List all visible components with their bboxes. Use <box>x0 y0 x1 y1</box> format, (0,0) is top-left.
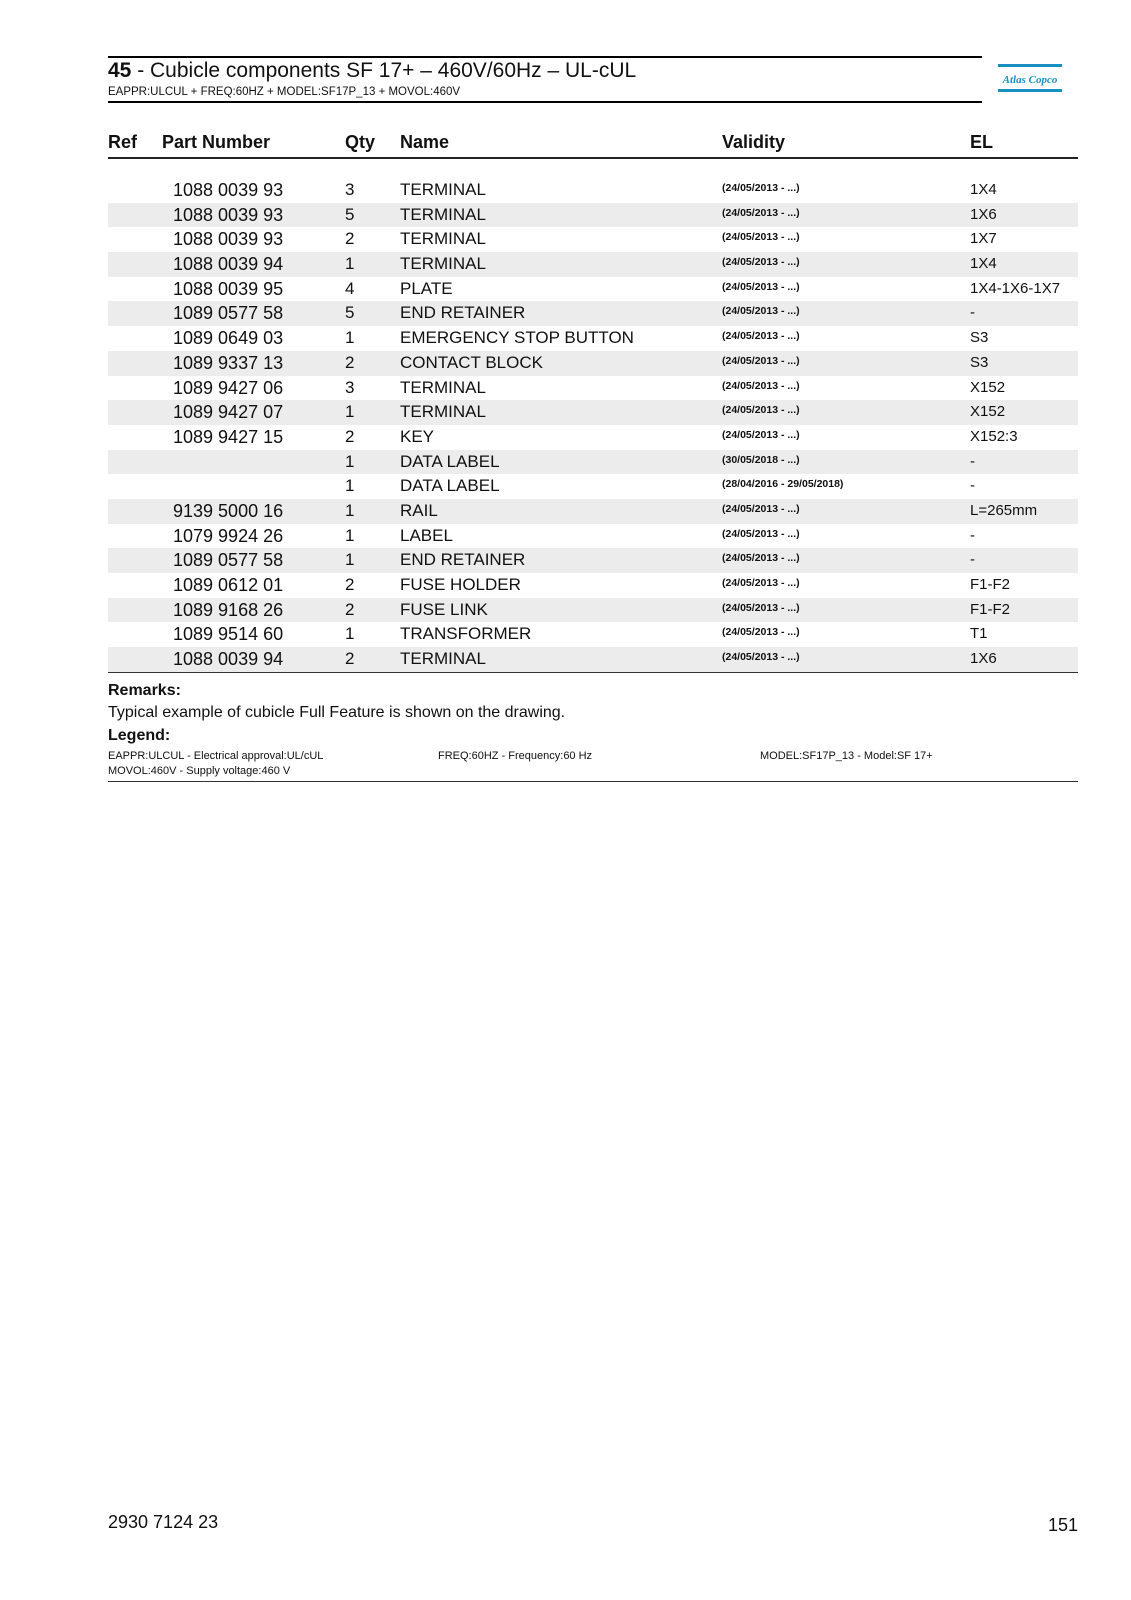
table-row <box>108 622 1078 647</box>
qty: 5 <box>345 204 355 224</box>
el-code: 1X6 <box>970 650 997 668</box>
legend-item: EAPPR:ULCUL - Electrical approval:UL/cUL <box>108 750 324 762</box>
table-row <box>108 326 1078 351</box>
col-header-part-number: Part Number <box>162 132 271 152</box>
qty: 2 <box>345 575 355 594</box>
part-number: 1088 0039 94 <box>173 649 284 670</box>
validity: (28/04/2016 - 29/05/2018) <box>722 478 844 491</box>
table-row <box>108 499 1078 524</box>
logo-text: Atlas Copco <box>1002 74 1058 86</box>
validity: (24/05/2013 - ...) <box>722 330 800 343</box>
part-name: DATA LABEL <box>400 451 500 471</box>
validity: (24/05/2013 - ...) <box>722 182 800 194</box>
legend-item: MOVOL:460V - Supply voltage:460 V <box>108 765 291 777</box>
validity: (24/05/2013 - ...) <box>722 280 800 293</box>
col-header-el: EL <box>970 132 994 152</box>
col-header-validity: Validity <box>722 132 786 152</box>
qty: 1 <box>345 525 355 545</box>
validity: (24/05/2013 - ...) <box>722 577 800 589</box>
el-code: - <box>970 452 975 470</box>
qty: 1 <box>345 476 355 496</box>
table-row <box>108 178 1078 203</box>
el-code: F1-F2 <box>970 576 1011 593</box>
table-row <box>108 227 1078 252</box>
el-code: T1 <box>970 625 988 643</box>
table-body <box>108 178 1078 672</box>
table-row <box>108 277 1078 302</box>
qty: 5 <box>345 303 355 323</box>
qty: 2 <box>345 229 355 249</box>
table-row <box>108 203 1078 228</box>
part-name: TERMINAL <box>400 254 486 274</box>
validity: (24/05/2013 - ...) <box>722 651 800 664</box>
el-code: 1X4 <box>970 181 997 198</box>
part-name: END RETAINER <box>400 550 526 570</box>
validity: (24/05/2013 - ...) <box>722 206 800 219</box>
validity: (30/05/2018 - ...) <box>722 453 800 466</box>
document-number: 2930 7124 23 <box>108 1512 219 1532</box>
table-row <box>108 548 1078 573</box>
table-row <box>108 301 1078 326</box>
validity: (24/05/2013 - ...) <box>722 379 800 392</box>
legend-bottom-rule <box>108 781 1078 782</box>
part-name: FUSE HOLDER <box>400 575 521 594</box>
section-subtitle: EAPPR:ULCUL + FREQ:60HZ + MODEL:SF17P_13 + MOVOL:460V <box>108 86 461 98</box>
table-row <box>108 524 1078 549</box>
part-number: 1089 0577 58 <box>173 550 284 571</box>
el-code: S3 <box>970 329 989 347</box>
el-code: 1X4-1X6-1X7 <box>970 279 1061 297</box>
part-name: CONTACT BLOCK <box>400 352 543 372</box>
legend-item: MODEL:SF17P_13 - Model:SF 17+ <box>760 750 933 762</box>
validity: (24/05/2013 - ...) <box>722 428 800 441</box>
remarks-heading: Remarks: <box>108 682 181 699</box>
part-number: 1089 9427 15 <box>173 426 284 447</box>
qty: 1 <box>345 451 355 471</box>
el-code: 1X4 <box>970 255 997 273</box>
table-row <box>108 376 1078 401</box>
validity: (24/05/2013 - ...) <box>722 354 800 367</box>
table-row <box>108 425 1078 450</box>
section-title-text: - Cubicle components SF 17+ – 460V/60Hz – UL-cUL <box>131 59 637 82</box>
part-number: 1089 9514 60 <box>173 624 284 645</box>
validity: (24/05/2013 - ...) <box>722 527 800 540</box>
qty: 2 <box>345 426 355 446</box>
part-number: 1089 0612 01 <box>173 575 284 595</box>
part-name: DATA LABEL <box>400 476 500 496</box>
page-number: 151 <box>1048 1515 1079 1535</box>
el-code: 1X7 <box>970 230 997 248</box>
part-name: TERMINAL <box>400 229 486 249</box>
el-code: 1X6 <box>970 205 997 223</box>
qty: 1 <box>345 402 355 422</box>
validity: (24/05/2013 - ...) <box>722 404 800 417</box>
table-row <box>108 252 1078 277</box>
table-row <box>108 598 1078 623</box>
legend-heading: Legend: <box>108 727 171 744</box>
table-row <box>108 400 1078 425</box>
qty: 3 <box>345 377 355 397</box>
qty: 1 <box>345 500 355 520</box>
part-name: TERMINAL <box>400 402 486 422</box>
part-number: 1089 0649 03 <box>173 328 284 349</box>
validity: (24/05/2013 - ...) <box>722 502 800 515</box>
part-name: EMERGENCY STOP BUTTON <box>400 328 634 348</box>
part-number: 1088 0039 94 <box>173 254 284 275</box>
qty: 1 <box>345 254 355 274</box>
part-name: FUSE LINK <box>400 599 488 619</box>
part-number: 1088 0039 93 <box>173 204 284 225</box>
atlas-copco-logo <box>998 62 1062 94</box>
remarks-text: Typical example of cubicle Full Feature is shown on the drawing. <box>108 704 566 721</box>
part-name: KEY <box>400 426 435 446</box>
qty: 4 <box>345 278 355 298</box>
legend-item: FREQ:60HZ - Frequency:60 Hz <box>438 750 593 762</box>
qty: 2 <box>345 649 355 669</box>
part-name: TRANSFORMER <box>400 624 532 644</box>
el-code: - <box>970 551 975 569</box>
part-number: 1089 0577 58 <box>173 303 284 324</box>
part-name: PLATE <box>400 278 453 298</box>
el-code: S3 <box>970 353 989 371</box>
el-code: X152 <box>970 378 1006 396</box>
part-number: 1079 9924 26 <box>173 525 284 546</box>
part-name: END RETAINER <box>400 303 526 323</box>
part-number: 1089 9427 07 <box>173 402 284 423</box>
table-bottom-rule <box>108 672 1078 673</box>
part-number: 1088 0039 93 <box>173 180 284 200</box>
part-number: 1088 0039 93 <box>173 229 284 250</box>
section-title <box>108 58 636 84</box>
qty: 1 <box>345 550 355 570</box>
part-number: 1089 9427 06 <box>173 377 284 398</box>
qty: 2 <box>345 599 355 619</box>
el-code: - <box>970 477 975 495</box>
part-number: 1089 9337 13 <box>173 352 284 373</box>
part-number: 1088 0039 95 <box>173 278 284 299</box>
table-row <box>108 450 1078 475</box>
el-code: X152:3 <box>970 427 1018 445</box>
validity: (24/05/2013 - ...) <box>722 305 800 318</box>
qty: 2 <box>345 352 355 372</box>
el-code: - <box>970 304 975 322</box>
table-row <box>108 474 1078 499</box>
part-name: TERMINAL <box>400 377 486 397</box>
qty: 1 <box>345 624 355 644</box>
header-bottom-rule <box>108 101 982 103</box>
table-row <box>108 647 1078 672</box>
part-name: TERMINAL <box>400 204 486 224</box>
part-number: 9139 5000 16 <box>173 500 284 521</box>
part-number: 1089 9168 26 <box>173 599 284 620</box>
header-rule <box>108 157 1078 159</box>
validity: (24/05/2013 - ...) <box>722 552 800 565</box>
col-header-name: Name <box>400 132 450 152</box>
validity: (24/05/2013 - ...) <box>722 626 800 639</box>
table-row <box>108 573 1078 598</box>
validity: (24/05/2013 - ...) <box>722 231 800 244</box>
table-row <box>108 351 1078 376</box>
section-number: 45 <box>108 59 132 82</box>
el-code: L=265mm <box>970 501 1038 519</box>
col-header-ref: Ref <box>108 132 138 152</box>
part-name: TERMINAL <box>400 649 486 669</box>
part-name: LABEL <box>400 525 453 545</box>
el-code: X152 <box>970 403 1006 421</box>
qty: 1 <box>345 328 355 348</box>
col-header-qty: Qty <box>345 132 376 152</box>
qty: 3 <box>345 180 355 199</box>
validity: (24/05/2013 - ...) <box>722 256 800 269</box>
el-code: F1-F2 <box>970 600 1011 618</box>
part-name: TERMINAL <box>400 180 486 199</box>
part-name: RAIL <box>400 500 438 520</box>
validity: (24/05/2013 - ...) <box>722 601 800 614</box>
el-code: - <box>970 526 975 544</box>
